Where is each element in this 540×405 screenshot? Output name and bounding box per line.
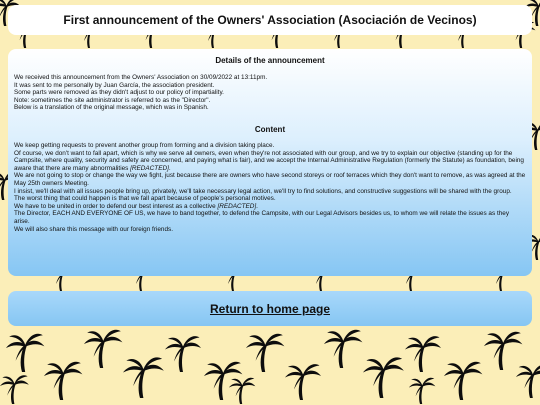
content-paragraph: We will also share this message with our foreign friends.	[14, 225, 174, 233]
details-line: We received this announcement from the Owners' Association on 30/09/2022 at 13:11pm.	[14, 74, 268, 81]
content-text	[14, 142, 526, 233]
content-paragraph: We are not going to stop or change the way we fight, just because there are owners who have second storeys or roof terraces which they don't want to remove, as was agreed at the May 25th owners Meeting.	[14, 172, 526, 187]
details-line: Some parts were removed as they didn't adjust to our policy of impartiality.	[14, 89, 224, 97]
content-paragraph: The worst thing that could happen is that we fall apart because of people's personal motives.	[14, 195, 276, 203]
home-link-card[interactable]	[8, 291, 532, 326]
content-paragraph	[14, 203, 526, 211]
details-line: Below is a translation of the original message, which was in Spanish.	[14, 104, 209, 112]
return-home-link[interactable]: Return to home page	[209, 301, 330, 316]
details-line: It was sent to me personally by Juan García, the association president.	[14, 81, 215, 89]
title-card	[8, 5, 532, 35]
redacted-marker: [REDACTED]	[130, 164, 169, 172]
content-paragraph: The Director, EACH AND EVERYONE OF US, we have to band together, to defend the Campsite, with our Legal Advisors besides us, to whom we will relate the issues as they arise.	[14, 210, 510, 225]
details-line: Note: sometimes the site administrator is referred to as the "Director".	[14, 96, 211, 104]
content-paragraph	[14, 150, 526, 173]
announcement-card	[8, 49, 532, 276]
redacted-marker: [REDACTED]	[217, 202, 257, 210]
content-heading: Content	[254, 124, 286, 134]
content-paragraph-end: .	[256, 202, 258, 210]
content-paragraph: We keep getting requests to prevent another group from forming and a division taking place.	[14, 141, 275, 149]
page-title: First announcement of the Owners' Association (Asociación de Vecinos)	[63, 13, 477, 27]
content-paragraph-end: .	[168, 164, 171, 172]
content-paragraph-text: Of course, we don't want to fall apart, which is why we serve all owners, even when they're not associated with our group, and we try to explain our objective (standing up for the Campsite, where quality, security and safety are concerned, and paying what is fair), and we accept the Internal Administrative Regulation (formerly the Statute) as foundation, being aware that there are many abnormalities	[14, 149, 524, 172]
details-heading: Details of the announcement	[215, 56, 325, 65]
content-paragraph-text: We have to be united in order to defend our best interest as a collective	[14, 202, 218, 210]
details-text	[14, 74, 526, 112]
content-paragraph: I insist, we'll deal with all issues people bring up, privately, we'll take necessary legal action, we'll try to find solutions, and constructive suggestions will be shared with the group.	[14, 187, 512, 195]
